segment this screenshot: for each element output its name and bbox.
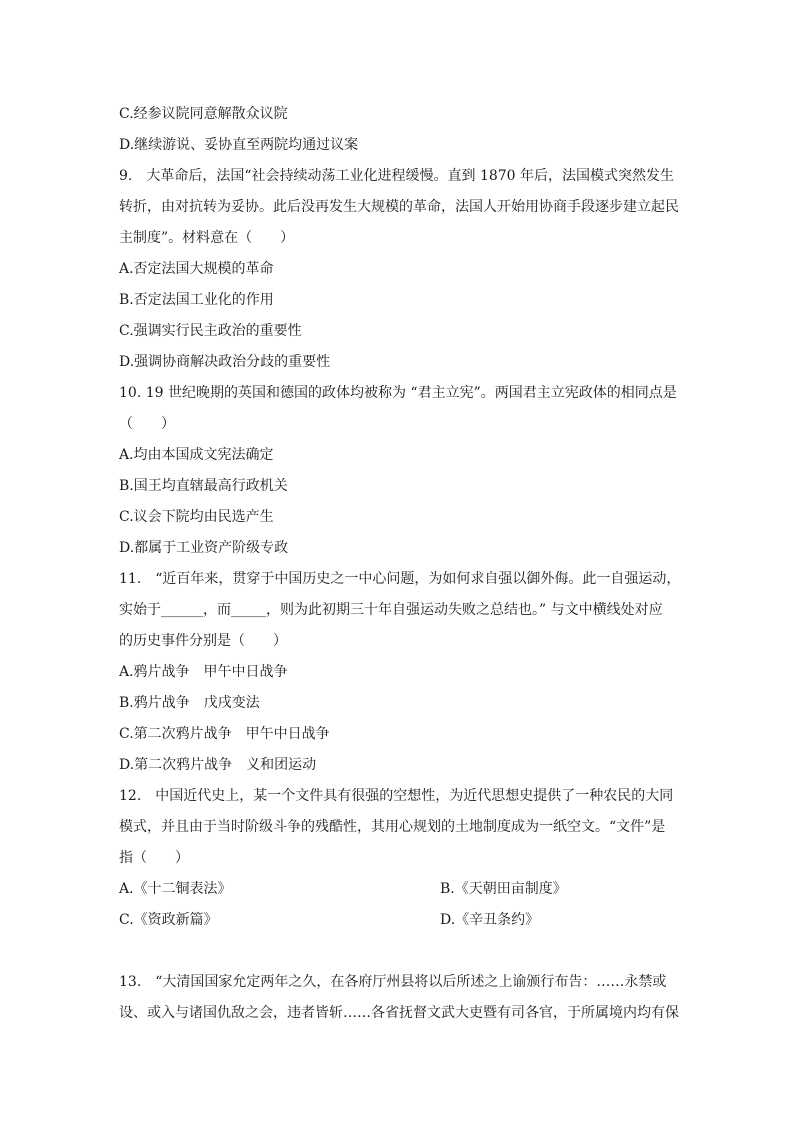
q12-options-row-2: [119, 905, 679, 936]
q9-option-c: C.强调实行民主政治的重要性: [119, 323, 302, 339]
q10-option-b: B.国王均直辖最高行政机关: [119, 478, 288, 494]
q9-stem-line-2: 转折，由对抗转为妥协。此后没再发生大规模的革命，法国人开始用协商手段逐步建立起民: [119, 199, 679, 215]
q8-option-c: C.经参议院同意解散众议院: [119, 106, 288, 122]
q10-stem-line-2: （ ）: [119, 416, 175, 432]
question-list: [119, 99, 679, 1029]
q11-stem-line-2: 实始于______，而_____，则为此初期三十年自强运动失败之总结也。” 与文中横线处对应: [119, 602, 663, 618]
q12-options-row-1: [119, 874, 679, 905]
q10-stem-line-1: 10. 19 世纪晚期的英国和德国的政体均被称为 “君主立宪”。两国君主立宪政体的相同点是: [119, 385, 677, 401]
q12-stem-line-2: 模式，并且由于当时阶级斗争的残酷性，其用心规划的土地制度成为一纸空文。“文件”是: [119, 819, 666, 835]
q9-option-d: D.强调协商解决政治分歧的重要性: [119, 354, 331, 370]
q11-option-b: B.鸦片战争 戊戌变法: [119, 695, 260, 711]
q8-option-d: D.继续游说、妥协直至两院均通过议案: [119, 137, 359, 153]
q9-stem-line-3: 主制度”。材料意在（ ）: [119, 230, 295, 246]
q9-option-b: B.否定法国工业化的作用: [119, 292, 274, 308]
q9-option-a: A.否定法国大规模的革命: [119, 261, 274, 277]
q12-option-b: B.《天朝田亩制度》: [440, 881, 567, 897]
q12-option-a: A.《十二铜表法》: [119, 881, 232, 897]
q10-option-d: D.都属于工业资产阶级专政: [119, 540, 289, 556]
q10-option-a: A.均由本国成文宪法确定: [119, 447, 274, 463]
q11-option-c: C.第二次鸦片战争 甲午中日战争: [119, 726, 330, 742]
q12-option-d: D.《辛丑条约》: [440, 912, 540, 928]
q11-option-a: A.鸦片战争 甲午中日战争: [119, 664, 288, 680]
q11-stem-line-1: 11. “近百年来，贯穿于中国历史之一中心问题，为如何求自强以御外侮。此一自强运动，: [119, 571, 681, 587]
q12-stem-line-1: 12. 中国近代史上，某一个文件具有很强的空想性，为近代思想史提供了一种农民的大同: [119, 788, 674, 804]
q11-stem-line-3: 的历史事件分别是（ ）: [119, 633, 287, 649]
q12-option-c: C.《资政新篇》: [119, 912, 218, 928]
q10-option-c: C.议会下院均由民选产生: [119, 509, 274, 525]
q12-stem-line-3: 指（ ）: [119, 850, 189, 866]
q13-stem-line-2: 设、或入与诸国仇敌之会，违者皆斩……各省抚督文武大吏暨有司各官，于所属境内均有保: [119, 1005, 679, 1021]
q9-stem-line-1: 9. 大革命后，法国“社会持续动荡工业化进程缓慢。直到 1870 年后，法国模式突然发生: [119, 168, 675, 184]
q11-option-d: D.第二次鸦片战争 义和团运动: [119, 757, 317, 773]
q13-stem-line-1: 13. “大清国国家允定两年之久，在各府厅州县将以后所述之上谕颁行布告：……永禁或: [119, 974, 667, 990]
